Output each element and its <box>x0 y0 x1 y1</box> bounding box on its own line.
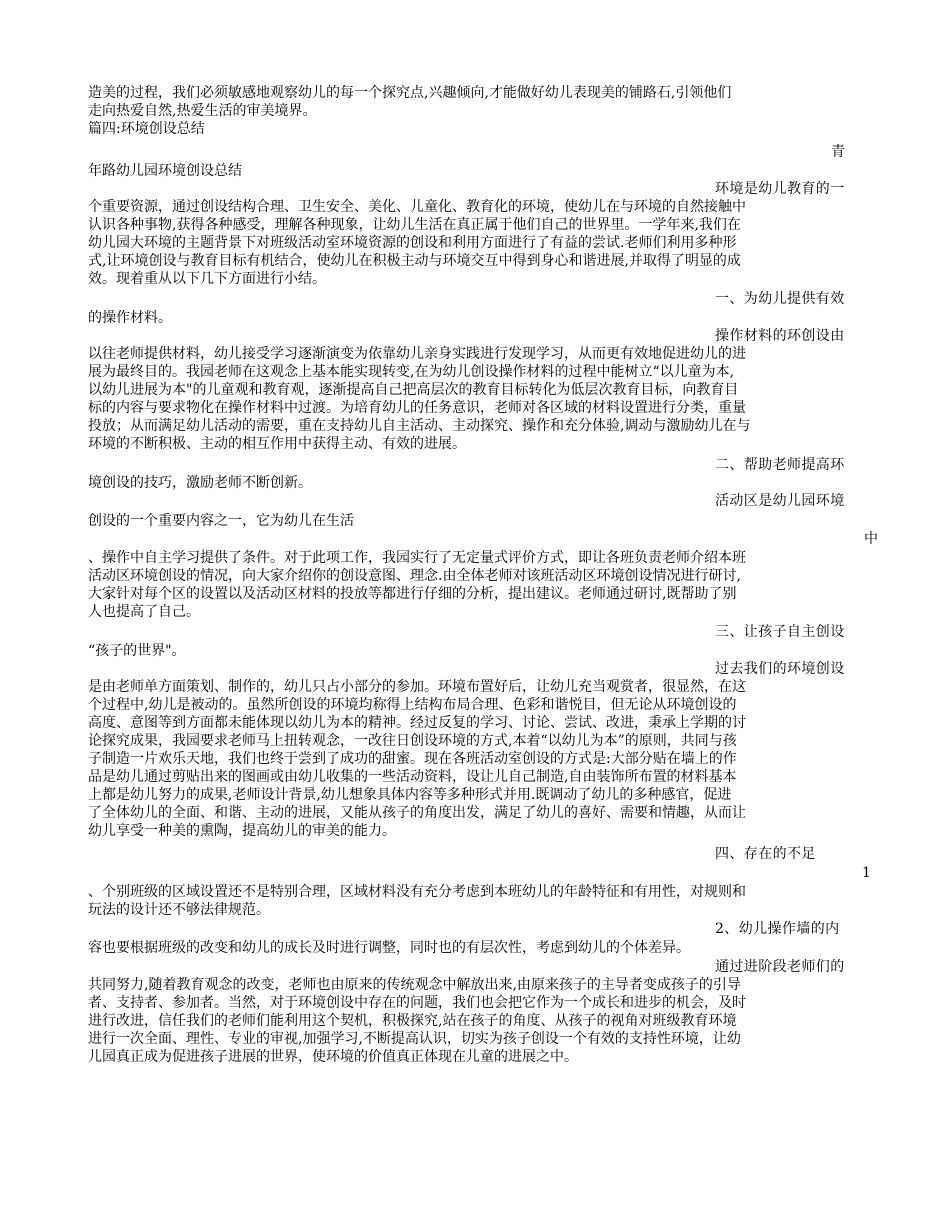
text-line: 容也要根据班级的改变和幼儿的成长及时进行调整，同时也的有层次性，考虑到幼儿的个体差异。 <box>88 940 690 956</box>
text-line: 通过进阶段老师们的 <box>715 959 845 975</box>
text-line: 环境的不断积极、主动的相互作用中获得主动、有效的进展。 <box>88 436 466 452</box>
text-line: 活动区是幼儿园环境 <box>715 493 845 509</box>
text-line: 进行一次全面、理性、专业的审视,加强学习,不断提高认识，切实为孩子创设一个有效的支持性环境，让幼 <box>88 1031 741 1047</box>
text-line: 效。现着重从以下几下方面进行小结。 <box>88 271 326 287</box>
list-number: 1 <box>862 865 871 881</box>
text-line: 论探究成果，我园要求老师马上扭转观念，一改往日创设环境的方式,本着“以幼儿为本”的原则，共同与孩 <box>88 733 737 749</box>
text-line: 环境是幼儿教育的一 <box>715 181 845 197</box>
text-line: 者、支持者、参加者。当然，对于环境创设中存在的问题，我们也会把它作为一个成长和进步的机会，及时 <box>88 995 746 1011</box>
text-line: 幼儿园大环境的主题背景下对班级活动室环境资源的创设和利用方面进行了有益的尝试.老师们利用多种形 <box>88 235 737 251</box>
subheading: “孩子的世界"。 <box>88 643 186 659</box>
text-line: 青 <box>831 144 845 160</box>
text-line: 中 <box>864 531 878 547</box>
subheading: 一、为幼儿提供有效 <box>715 291 845 307</box>
text-line: 以往老师提供材料，幼儿接受学习逐渐演变为依靠幼儿亲身实践进行发现学习，从而更有效地促进幼儿的进 <box>88 346 746 362</box>
text-line: 幼儿享受一种美的熏陶，提高幼儿的审美的能力。 <box>88 823 396 839</box>
text-line: 过去我们的环境创设 <box>715 661 845 677</box>
text-line: 式,让环境创设与教育目标有机结合，使幼儿在积极主动与环境交互中得到身心和谐进展,并取得了明显的成 <box>88 253 741 269</box>
text-line: 个过程中,幼儿是被动的。虽然所创设的环境均称得上结构布局合理、色彩和谐悦目，但无论从环境创设的 <box>88 697 737 713</box>
text-line: 进行改进，信任我们的老师们能利用这个契机，积极探究,站在孩子的角度、从孩子的视角对班级教育环境 <box>88 1013 737 1029</box>
text-line: 了全体幼儿的全面、和谐、主动的进展，又能从孩子的角度出发，满足了幼儿的喜好、需要和情趣，从而让 <box>88 805 746 821</box>
subheading: 三、让孩子自主创设 <box>715 624 845 640</box>
text-line: 共同努力,随着教育观念的改变，老师也由原来的传统观念中解放出来,由原来孩子的主导者变成孩子的引导 <box>88 977 741 993</box>
text-line: 活动区环境创设的情况，向大家介绍你的创设意图、理念.由全体老师对该班活动区环境创设情况进行研讨, <box>88 568 741 584</box>
text-line: 以幼儿进展为本"的儿童观和教育观，逐渐提高自己把高层次的教育目标转化为低层次教育目标，向教育目 <box>88 382 739 398</box>
text-line: 高度、意图等到方面都未能体现以幼儿为本的精神。经过反复的学习、讨论、尝试、改进，秉承上学期的讨 <box>88 715 746 731</box>
text-line: 品是幼儿通过剪贴出来的图画或由幼儿收集的一些活动资料，设让儿自己制造,自由装饰所布置的材料基本 <box>88 769 737 785</box>
text-line: 儿园真正成为促进孩子进展的世界，使环境的价值真正体现在儿童的进展之中。 <box>88 1049 578 1065</box>
document-title: 年路幼儿园环境创设总结 <box>88 163 242 179</box>
text-line: 大家针对每个区的设置以及活动区材料的投放等都进行仔细的分析，提出建议。老师通过研讨,既帮助了别 <box>88 586 737 602</box>
subheading: 二、帮助老师提高环 <box>715 457 845 473</box>
text-line: 认识各种事物,获得各种感受，理解各种现象，让幼儿生活在真正属于他们自己的世界里。一学年来,我们在 <box>88 217 741 233</box>
text-line: 造美的过程，我们必须敏感地观察幼儿的每一个探究点,兴趣倾向,才能做好幼儿表现美的铺路石,引领他们 <box>88 85 732 101</box>
subheading: 境创设的技巧，激励老师不断创新。 <box>88 475 312 491</box>
text-line: 操作材料的环创设由 <box>715 328 845 344</box>
text-line: 创设的一个重要内容之一，它为幼儿在生活 <box>88 513 354 529</box>
text-line: 2、幼儿操作墙的内 <box>715 921 840 937</box>
text-line: 个重要资源，通过创设结构合理、卫生安全、美化、儿童化、教育化的环境，使幼儿在与环境的自然接触中 <box>88 199 746 215</box>
text-line: 子制造一片欢乐天地，我们也终于尝到了成功的甜蜜。现在各班活动室创设的方式是:大部分贴在墙上的作 <box>88 751 737 767</box>
text-line: 投放；从而满足幼儿活动的需要，重在支持幼儿自主活动、主动探究、操作和充分体验,调动与激励幼儿在与 <box>88 418 751 434</box>
text-line: 上都是幼儿努力的成果,老师设计背景,幼儿想象具体内容等多种形式并用.既调动了幼儿的多种感官，促进 <box>88 787 732 803</box>
text-line: 人也提高了自己。 <box>88 604 200 620</box>
text-line: 走向热爱自然,热爱生活的审美境界。 <box>88 103 317 119</box>
text-line: 是由老师单方面策划、制作的，幼儿只占小部分的参加。环境布置好后，让幼儿充当观赏者，很显然，在这 <box>88 679 746 695</box>
text-line: 标的内容与要求物化在操作材料中过渡。为培育幼儿的任务意识，老师对各区域的材料设置进行分类，重量 <box>88 400 746 416</box>
section-heading: 篇四:环境创设总结 <box>88 121 205 137</box>
text-line: 、操作中自主学习提供了条件。对于此项工作，我园实行了无定量式评价方式，即让各班负责老师介绍本班 <box>88 550 746 566</box>
text-line: 玩法的设计还不够法律规范。 <box>88 902 270 918</box>
text-line: 、个别班级的区域设置还不是特别合理，区域材料没有充分考虑到本班幼儿的年龄特征和有用性，对规则和 <box>88 884 746 900</box>
text-line: 展为最终目的。我园老师在这观念上基本能实现转变,在为幼儿创设操作材料的过程中能树立“以儿童为本, <box>88 364 735 380</box>
subheading: 四、存在的不足 <box>715 846 816 862</box>
subheading: 的操作材料。 <box>88 310 172 326</box>
